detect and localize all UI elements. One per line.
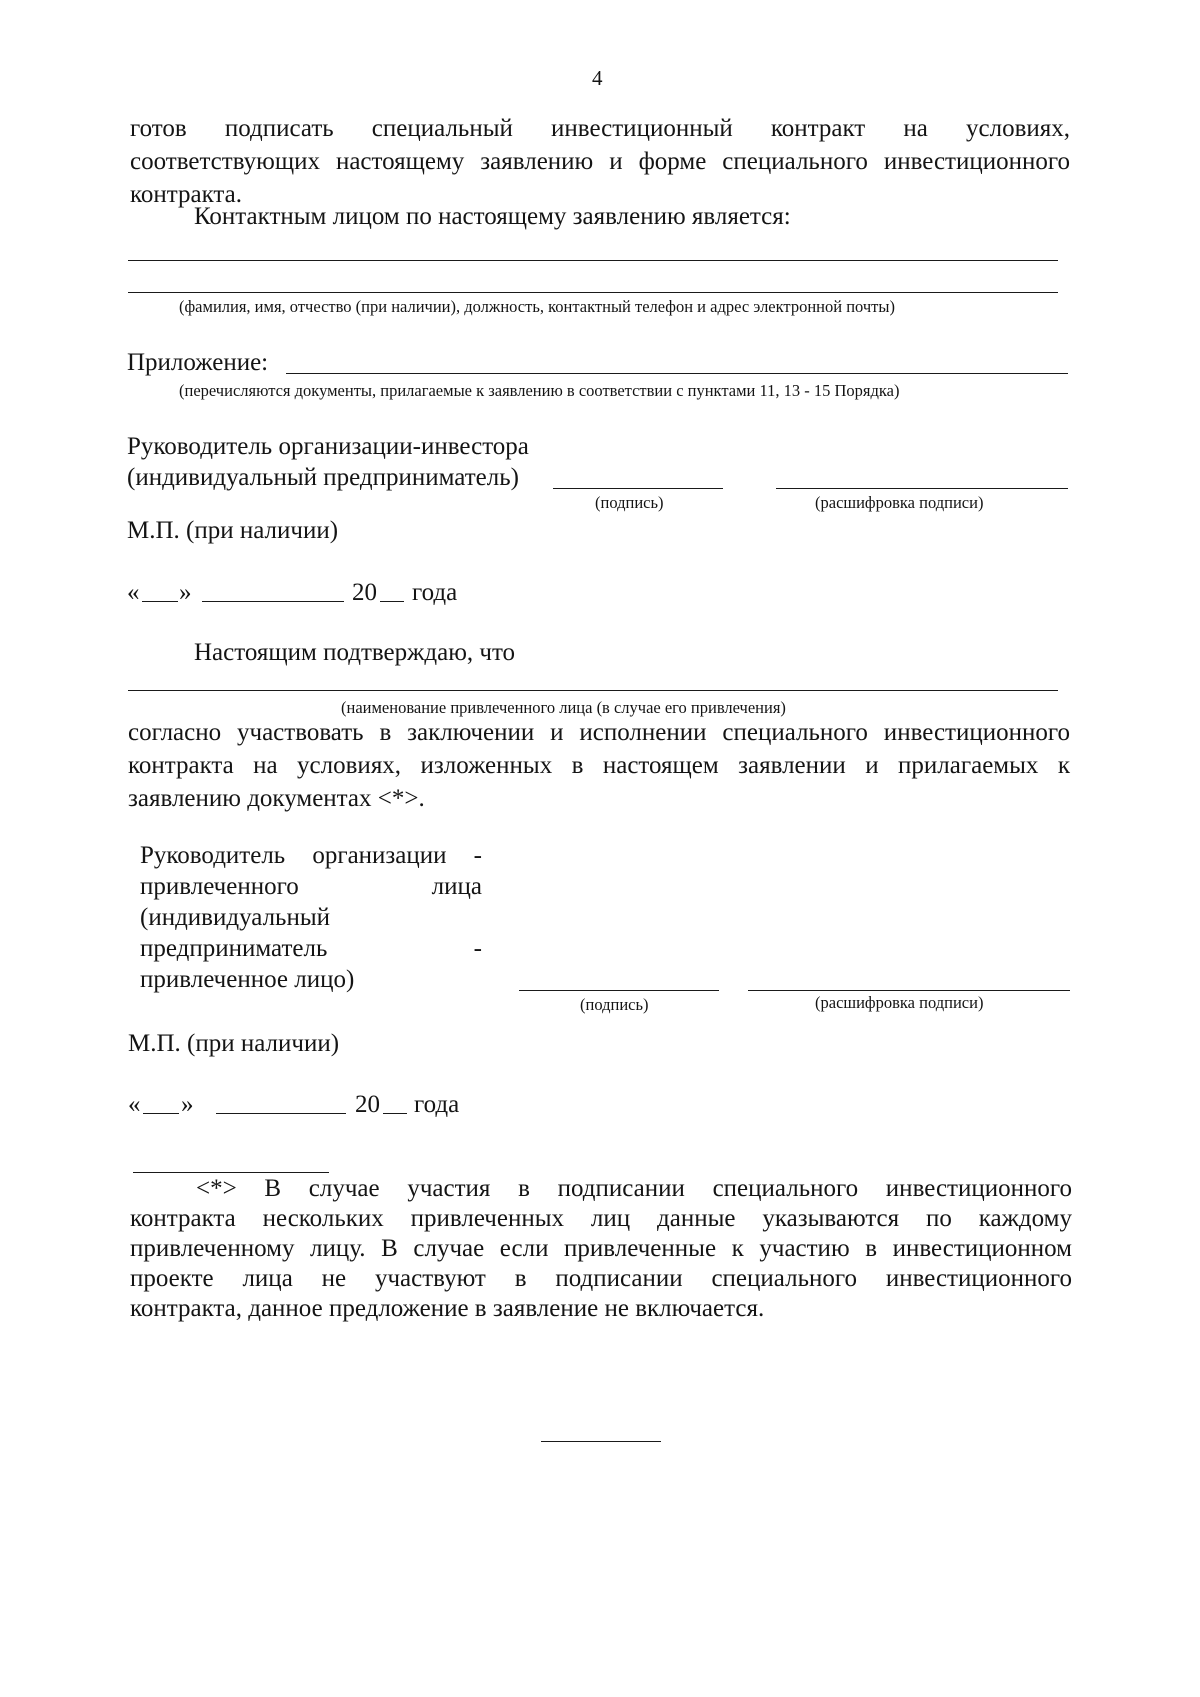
attracted-date-day-line[interactable]	[143, 1113, 179, 1114]
footnote-line-1: <*> В случае участия в подписании специального инвестиционного	[196, 1175, 1072, 1202]
attracted-date-year-prefix: 20	[355, 1091, 380, 1118]
attachment-caption: (перечисляются документы, прилагаемые к заявлению в соответствии с пунктами 11, 13 - 15 Порядка)	[179, 381, 900, 400]
attracted-date-month-line[interactable]	[216, 1113, 346, 1114]
footnote-line-2: контракта нескольких привлеченных лиц данные указываются по каждому	[130, 1205, 1072, 1232]
footnote-line-4: проекте лица не участвуют в подписании специального инвестиционного	[130, 1265, 1072, 1292]
footnote-separator	[133, 1172, 329, 1173]
confirmation-caption: (наименование привлеченного лица (в случае его привлечения)	[341, 698, 786, 717]
investor-date-day-line[interactable]	[142, 601, 178, 602]
investor-decode-line[interactable]	[776, 488, 1068, 489]
confirmation-line-1: согласно участвовать в заключении и исполнении специального инвестиционного	[128, 719, 1070, 746]
attracted-title-line-4: предприниматель -	[140, 935, 482, 962]
investor-date-year-prefix: 20	[352, 579, 377, 606]
attracted-decode-line[interactable]	[748, 990, 1070, 991]
contact-line-2[interactable]	[128, 292, 1058, 293]
investor-sign-caption: (подпись)	[595, 493, 664, 512]
attracted-date-year-line[interactable]	[383, 1113, 407, 1114]
footnote-paragraph	[130, 1174, 1072, 1324]
intro-line-3: контракта.	[130, 181, 242, 208]
contact-caption: (фамилия, имя, отчество (при наличии), должность, контактный телефон и адрес электронной почты)	[179, 297, 895, 316]
intro-paragraph	[130, 112, 1070, 211]
confirmation-paragraph	[128, 716, 1070, 815]
attracted-date-suffix: года	[414, 1091, 460, 1118]
attracted-sign-caption: (подпись)	[580, 995, 649, 1014]
contact-label: Контактным лицом по настоящему заявлению является:	[194, 203, 791, 230]
confirmation-name-line[interactable]	[128, 690, 1058, 691]
confirmation-line-2: контракта на условиях, изложенных в настоящем заявлении и прилагаемых к	[128, 752, 1070, 779]
investor-title-line-2: (индивидуальный предприниматель)	[127, 464, 519, 491]
investor-stamp: М.П. (при наличии)	[127, 517, 339, 544]
contact-line-1[interactable]	[128, 260, 1058, 261]
investor-signature-line[interactable]	[553, 488, 723, 489]
attracted-title-line-3: (индивидуальный	[140, 904, 331, 931]
investor-decode-caption: (расшифровка подписи)	[815, 493, 984, 512]
investor-date-open-quote: «	[127, 579, 140, 606]
investor-date-suffix: года	[412, 579, 458, 606]
attracted-title-line-2: привлеченного лица	[140, 873, 482, 900]
attracted-title-line-1: Руководитель организации -	[140, 842, 482, 869]
investor-date-month-line[interactable]	[202, 601, 344, 602]
attachment-label: Приложение:	[127, 349, 269, 376]
investor-title-line-1: Руководитель организации-инвестора	[127, 433, 529, 460]
investor-date-year-line[interactable]	[380, 601, 404, 602]
footnote-line-5: контракта, данное предложение в заявление не включается.	[130, 1295, 765, 1322]
page-number: 4	[592, 66, 603, 90]
attachment-line[interactable]	[286, 373, 1068, 374]
intro-line-1: готов подписать специальный инвестиционный контракт на условиях,	[130, 115, 1070, 142]
intro-line-2: соответствующих настоящему заявлению и форме специального инвестиционного	[130, 148, 1070, 175]
attracted-title-line-5: привлеченное лицо)	[140, 966, 355, 993]
attracted-decode-caption: (расшифровка подписи)	[815, 993, 984, 1012]
footnote-line-3: привлеченному лицу. В случае если привлеченные к участию в инвестиционном	[130, 1235, 1072, 1262]
attracted-title	[140, 840, 482, 995]
end-rule	[541, 1441, 661, 1442]
confirmation-line-3: заявлению документах <*>.	[128, 785, 425, 812]
attracted-date-close-quote: »	[181, 1091, 194, 1118]
confirmation-intro: Настоящим подтверждаю, что	[194, 639, 516, 666]
investor-date-close-quote: »	[179, 579, 192, 606]
attracted-signature-line[interactable]	[519, 990, 719, 991]
attracted-stamp: М.П. (при наличии)	[128, 1030, 340, 1057]
attracted-date-open-quote: «	[128, 1091, 141, 1118]
